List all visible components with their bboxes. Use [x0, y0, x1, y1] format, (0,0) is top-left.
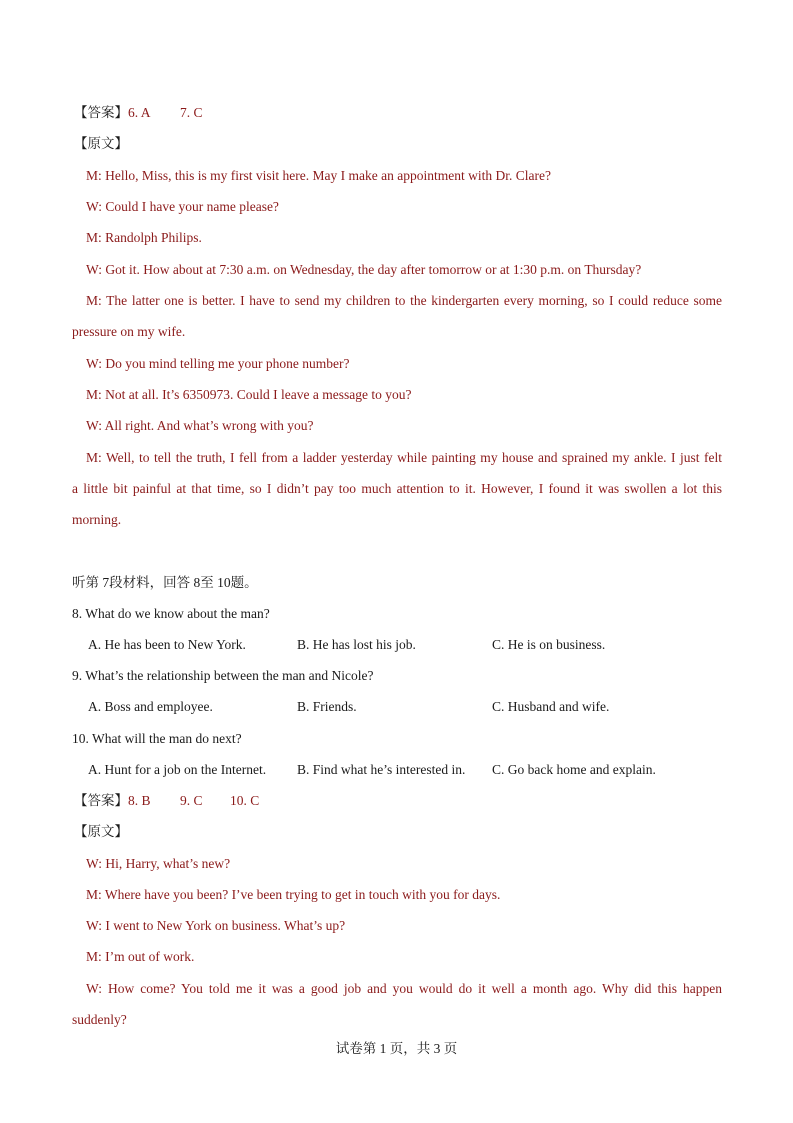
transcript-line: W: Could I have your name please? [86, 199, 279, 214]
question-stem: 10. What will the man do next? [72, 731, 242, 746]
transcript-line: M: Not at all. It’s 6350973. Could I leave a message to you? [86, 387, 412, 402]
transcript-line: W: Hi, Harry, what’s new? [86, 856, 231, 871]
transcript-line: a little bit painful at that time, so I didn’t pay too much attention to it. However, I found it was swollen a lot this [72, 481, 722, 496]
question-option: C. Husband and wife. [492, 699, 610, 714]
transcript-line: W: Do you mind telling me your phone number? [86, 356, 350, 371]
question-stem: 9. What’s the relationship between the man and Nicole? [72, 668, 374, 683]
question-option: B. He has lost his job. [297, 637, 416, 652]
transcript-line: suddenly? [72, 1012, 127, 1027]
transcript-line: W: I went to New York on business. What’s up? [86, 918, 346, 933]
answer-label: 【答案】 [74, 793, 128, 808]
answer-10: 10. C [230, 793, 260, 808]
transcript-line: M: I’m out of work. [86, 949, 195, 964]
transcript-line: W: All right. And what’s wrong with you? [86, 418, 314, 433]
question-option: A. Hunt for a job on the Internet. [88, 762, 267, 777]
answer-9: 9. C [180, 793, 203, 808]
transcript-line: M: Well, to tell the truth, I fell from a ladder yesterday while painting my house and sprained my ankle. I just felt [86, 450, 722, 465]
transcript-line: W: How come? You told me it was a good job and you would do it well a month ago. Why did this happen [86, 981, 722, 996]
transcript-label: 【原文】 [74, 824, 128, 839]
transcript-line: M: Hello, Miss, this is my first visit here. May I make an appointment with Dr. Clare? [86, 168, 551, 183]
transcript-line: pressure on my wife. [72, 324, 186, 339]
transcript-line: M: The latter one is better. I have to send my children to the kindergarten every morning, so I could reduce some [86, 293, 722, 308]
question-option: B. Find what he’s interested in. [297, 762, 466, 777]
transcript-line: M: Randolph Philips. [86, 230, 202, 245]
question-stem: 8. What do we know about the man? [72, 606, 270, 621]
answer-7: 7. C [180, 105, 203, 120]
page-footer: 试卷第 1 页，共 3 页 [335, 1041, 458, 1056]
transcript-line: W: Got it. How about at 7:30 a.m. on Wednesday, the day after tomorrow or at 1:30 p.m. on Thursday? [86, 262, 642, 277]
question-option: A. He has been to New York. [88, 637, 246, 652]
question-option: C. Go back home and explain. [492, 762, 656, 777]
section-heading: 听第 7段材料，回答 8至 10题。 [72, 575, 258, 590]
question-option: A. Boss and employee. [88, 699, 213, 714]
question-option: C. He is on business. [492, 637, 606, 652]
question-option: B. Friends. [297, 699, 357, 714]
answer-label: 【答案】 [74, 105, 128, 120]
answer-8: 8. B [128, 793, 151, 808]
transcript-line: morning. [72, 512, 122, 527]
transcript-line: M: Where have you been? I’ve been trying to get in touch with you for days. [86, 887, 501, 902]
transcript-label: 【原文】 [74, 136, 128, 151]
answer-6: 6. A [128, 105, 151, 120]
